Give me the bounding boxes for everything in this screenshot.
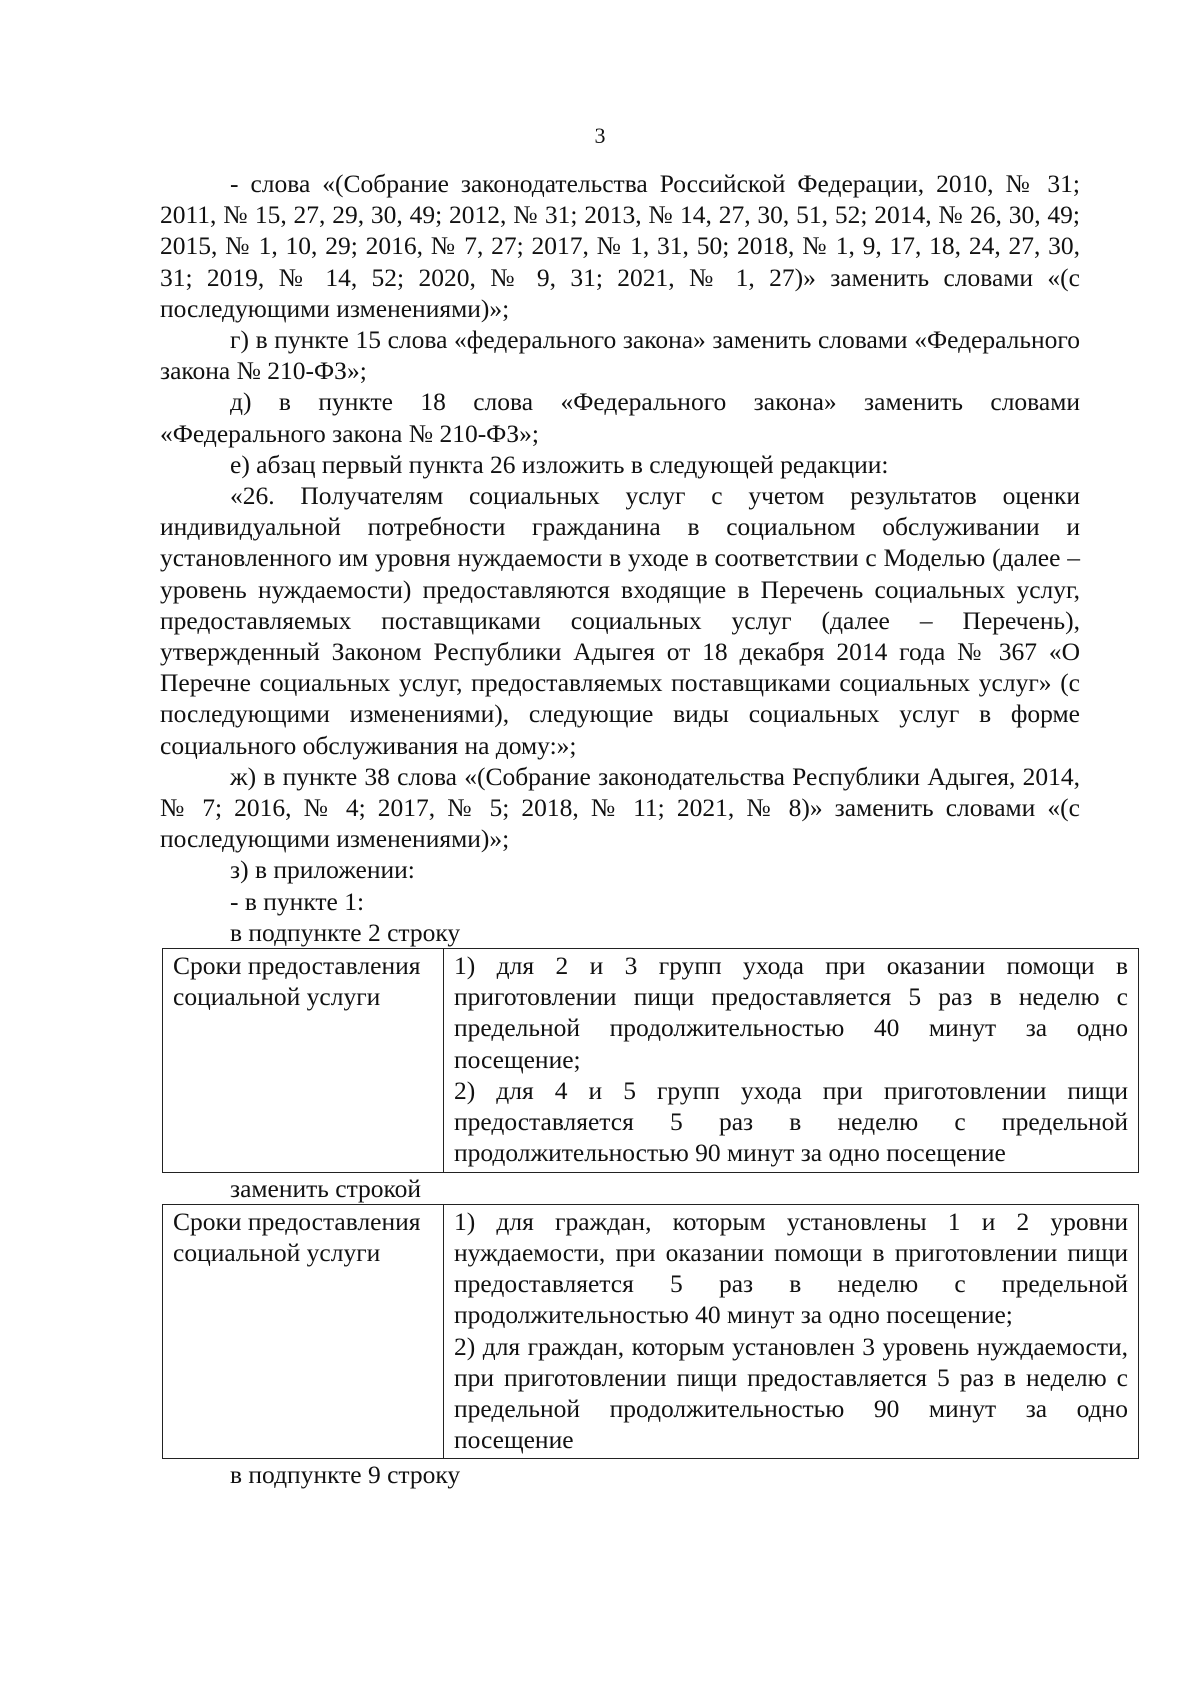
table-row <box>163 949 1139 1172</box>
new-row-item-2: 2) для граждан, которым установлен 3 уровень нуждаемости, при приготовлении пищи предоставляется 5 раз в неделю с предельной продолжительностью 90 минут за одно посещение <box>454 1331 1128 1455</box>
new-row-content <box>444 1204 1139 1459</box>
old-row-content <box>444 949 1139 1172</box>
old-row-table <box>162 948 1139 1172</box>
paragraph-item-zh: ж) в пункте 38 слова «(Собрание законодательства Республики Адыгея, 2014, № 7; 2016, № 4; 2017, № 5; 2018, № 11; 2021, № 8)» заменить словами «(с последующими изменениями)»; <box>160 761 1080 854</box>
new-row-item-1: 1) для граждан, которым установлены 1 и 2 уровни нуждаемости, при оказании помощи в приготовлении пищи предоставляется 5 раз в неделю с предельной продолжительностью 40 минут за одно посещение; <box>454 1206 1128 1330</box>
line-subpoint-9: в подпункте 9 строку <box>230 1460 461 1490</box>
document-body <box>160 168 1128 1491</box>
paragraph-item-e: е) абзац первый пункта 26 изложить в следующей редакции: <box>230 449 889 479</box>
new-row-table <box>162 1204 1139 1460</box>
paragraph-item-g: г) в пункте 15 слова «федерального закона» заменить словами «Федерального закона № 210-ФЗ»; <box>160 325 1080 386</box>
new-row-label: Сроки предоставления социальной услуги <box>163 1204 444 1459</box>
old-row-item-1: 1) для 2 и 3 групп ухода при оказании помощи в приготовлении пищи предоставляется 5 раз в неделю с предельной продолжительностью 40 минут за одно посещение; <box>454 951 1128 1074</box>
line-subpoint-2: в подпункте 2 строку <box>230 917 461 947</box>
paragraph-clause-26: «26. Получателям социальных услуг с учетом результатов оценки индивидуальной потребности гражданина в социальном обслуживании и установленного им уровня нуждаемости в уходе в соответствии с Моделью (далее – уровень нуждаемости) предоставляются входящие в Перечень социальных услуг, предоставляемых поставщиками социальных услуг (далее – Перечень), утвержденный Законом Республики Адыгея от 18 декабря 2014 года № 367 «О Перечне социальных услуг, предоставляемых поставщиками социальных услуг» (с последующими изменениями), следующие виды социальных услуг в форме социального обслуживания на дому:»; <box>160 481 1080 760</box>
old-row-item-2: 2) для 4 и 5 групп ухода при приготовлении пищи предоставляется 5 раз в неделю с предельной продолжительностью 90 минут за одно посещение <box>454 1075 1128 1168</box>
paragraph-collection-citation: - слова «(Собрание законодательства Российской Федерации, 2010, № 31; 2011, № 15, 27, 29, 30, 49; 2012, № 31; 2013, № 14, 27, 30, 51, 52; 2014, № 26, 30, 49; 2015, № 1, 10, 29; 2016, № 7, 27; 2017, № 1, 31, 50; 2018, № 1, 9, 17, 18, 24, 27, 30, 31; 2019, № 14, 52; 2020, № 9, 31; 2021, № 1, 27)» заменить словами «(с последующими изменениями)»; <box>160 169 1080 323</box>
paragraph-item-d: д) в пункте 18 слова «Федерального закона» заменить словами «Федерального закона № 210-ФЗ»; <box>160 387 1080 448</box>
page-number: 3 <box>594 123 606 148</box>
table-row <box>163 1204 1139 1459</box>
line-item-z: з) в приложении: <box>230 855 415 885</box>
old-row-label: Сроки предоставления социальной услуги <box>163 949 444 1172</box>
line-replace-with-row: заменить строкой <box>230 1173 422 1203</box>
line-point-1: - в пункте 1: <box>230 886 365 916</box>
